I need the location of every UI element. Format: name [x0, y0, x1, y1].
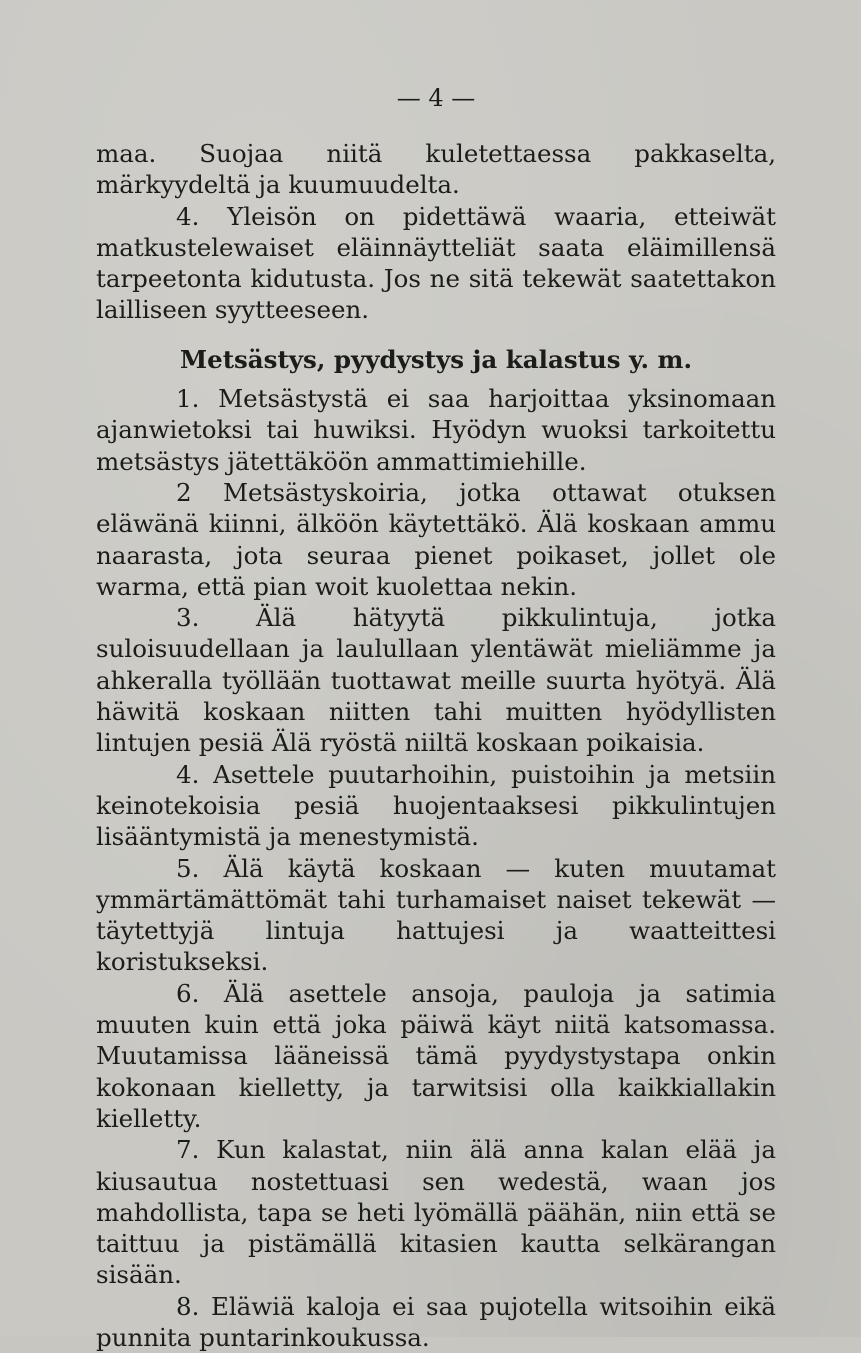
page-text [96, 78, 776, 1353]
paragraph-intro-continuation: maa. Suojaa niitä kuletettaessa pakkaselta, märkyydeltä ja kuumuudelta. [96, 139, 776, 200]
paragraph-item-8: 8. Eläwiä kaloja ei saa pujotella witsoihin eikä punnita puntarinkoukussa. [96, 1291, 776, 1352]
paragraph-item-4: 4. Asettele puutarhoihin, puistoihin ja metsiin keinotekoisia pesiä huojentaaksesi pikkulintujen lisääntymistä ja menestymistä. [96, 759, 776, 852]
paragraph-item-3: 3. Älä hätyytä pikkulintuja, jotka suloisuudellaan ja laulullaan ylentäwät mieliämme ja ahkeralla työllään tuottawat meille suurta hyötyä. Älä häwitä koskaan niitten tahi muitten hyödyllisten lintujen pesiä Älä ryöstä niiltä koskaan poikaisia. [96, 603, 776, 758]
paragraph-item-7: 7. Kun kalastat, niin älä anna kalan elää ja kiusautua nostettuasi sen wedestä, waan jos mahdollista, tapa se heti lyömällä päähän, niin että se taittuu ja pistämällä kitasien kautta selkärangan sisään. [96, 1135, 776, 1290]
paragraph-item-5: 5. Älä käytä koskaan — kuten muutamat ymmärtämättömät tahi turhamaiset naiset tekewät — täytettyjä lintuja hattujesi ja waatteittesi koristukseksi. [96, 853, 776, 977]
paragraph-item-6: 6. Älä asettele ansoja, pauloja ja satimia muuten kuin että joka päiwä käyt niitä katsomassa. Muutamissa lääneissä tämä pyydystystapa onkin kokonaan kielletty, ja tarwitsisi olla kaikkiallakin kielletty. [96, 978, 776, 1133]
page-number: — 4 — [396, 84, 476, 112]
paragraph-item-2: 2 Metsästyskoiria, jotka ottawat otuksen eläwänä kiinni, älköön käytettäkö. Älä koskaan ammu naarasta, jota seuraa pienet poikaset, jollet ole warma, että pian woit kuolettaa nekin. [96, 477, 776, 601]
paragraph-intro-4: 4. Yleisön on pidettäwä waaria, etteiwät matkustelewaiset eläinnäytteliät saata eläimillensä tarpeetonta kidutusta. Jos ne sitä tekewät saatettakon lailliseen syytteeseen. [96, 201, 776, 325]
section-heading: Metsästys, pyydystys ja kalastus y. m. [179, 344, 692, 374]
paragraph-item-1: 1. Metsästystä ei saa harjoittaa yksinomaan ajanwietoksi tai huwiksi. Hyödyn wuoksi tarkoitettu metsästys jätettäköön ammattimiehille. [96, 384, 776, 476]
